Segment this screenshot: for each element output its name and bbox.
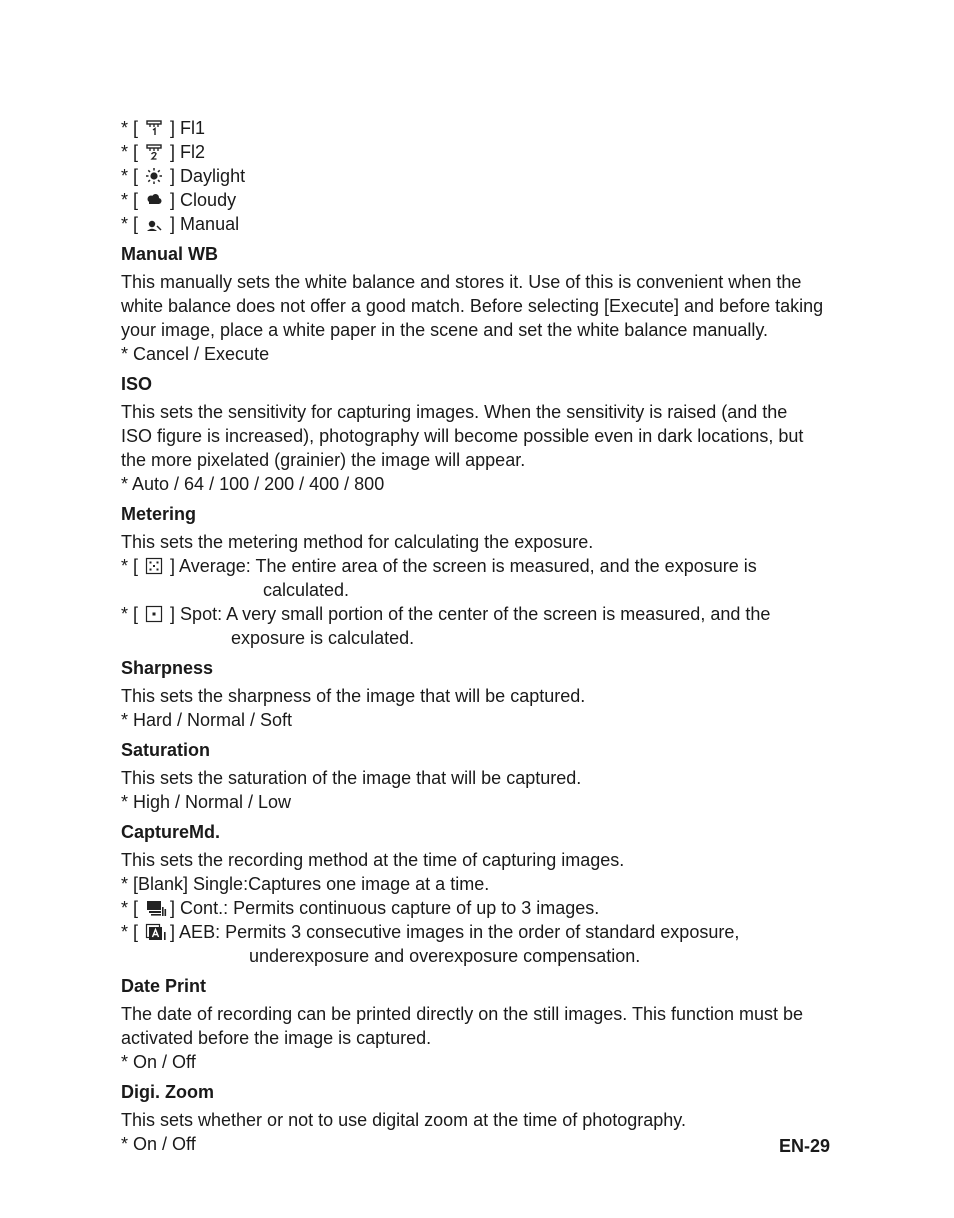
wb-option-cloudy: * [ ] Cloudy xyxy=(121,190,237,210)
capturemd-aeb-cont: underexposure and overexposure compensation. xyxy=(249,946,641,966)
capturemd-single: * [Blank] Single:Captures one image at a time. xyxy=(121,874,490,894)
wb-option-manual: * [ ] Manual xyxy=(121,214,240,234)
capturemd-cont: * [ ] Cont.: Permits continuous capture of up to 3 images. xyxy=(121,898,600,918)
digi-zoom-intro: This sets whether or not to use digital zoom at the time of photography. xyxy=(121,1110,686,1130)
manual-wb-icon xyxy=(145,215,163,233)
sharpness-options: * Hard / Normal / Soft xyxy=(121,710,293,730)
saturation-options: * High / Normal / Low xyxy=(121,792,292,812)
date-print-text-1: The date of recording can be printed directly on the still images. This function must be xyxy=(121,1004,804,1024)
heading-sharpness: Sharpness xyxy=(121,658,214,678)
heading-saturation: Saturation xyxy=(121,740,211,760)
cloudy-icon xyxy=(145,191,163,209)
spot-metering-icon xyxy=(145,605,163,623)
manual-wb-options: * Cancel / Execute xyxy=(121,344,270,364)
sharpness-intro: This sets the sharpness of the image that will be captured. xyxy=(121,686,586,706)
metering-spot: * [ ] Spot: A very small portion of the center of the screen is measured, and the xyxy=(121,604,771,624)
heading-digi-zoom: Digi. Zoom xyxy=(121,1082,214,1102)
continuous-shot-icon xyxy=(145,899,163,917)
average-metering-icon xyxy=(145,557,163,575)
manual-wb-text-1: This manually sets the white balance and stores it. Use of this is convenient when the xyxy=(121,272,802,292)
date-print-text-2: activated before the image is captured. xyxy=(121,1028,432,1048)
wb-option-daylight: * [ ] Daylight xyxy=(121,166,246,186)
metering-spot-cont: exposure is calculated. xyxy=(231,628,415,648)
iso-text-2: ISO figure is increased), photography will become possible even in dark locations, but xyxy=(121,426,804,446)
metering-intro: This sets the metering method for calculating the exposure. xyxy=(121,532,594,552)
date-print-options: * On / Off xyxy=(121,1052,196,1072)
manual-wb-text-3: your image, place a white paper in the scene and set the white balance manually. xyxy=(121,320,769,340)
fluorescent-1-icon xyxy=(145,119,163,137)
saturation-intro: This sets the saturation of the image that will be captured. xyxy=(121,768,582,788)
fluorescent-2-icon xyxy=(145,143,163,161)
capturemd-intro: This sets the recording method at the time of capturing images. xyxy=(121,850,625,870)
metering-average: * [ ] Average: The entire area of the screen is measured, and the exposure is xyxy=(121,556,757,576)
digi-zoom-options: * On / Off xyxy=(121,1134,196,1154)
heading-iso: ISO xyxy=(121,374,153,394)
wb-option-fl1: * [ ] Fl1 xyxy=(121,118,206,138)
metering-average-cont: calculated. xyxy=(263,580,350,600)
iso-options: * Auto / 64 / 100 / 200 / 400 / 800 xyxy=(121,474,385,494)
aeb-icon xyxy=(145,923,163,941)
heading-manual-wb: Manual WB xyxy=(121,244,218,264)
heading-capturemd: CaptureMd. xyxy=(121,822,220,842)
page-number: EN-29 xyxy=(779,1136,831,1156)
manual-wb-text-2: white balance does not offer a good match. Before selecting [Execute] and before taking xyxy=(121,296,824,316)
manual-page xyxy=(121,116,833,1156)
iso-text-1: This sets the sensitivity for capturing images. When the sensitivity is raised (and the xyxy=(121,402,788,422)
capturemd-aeb: * [ ] AEB: Permits 3 consecutive images in the order of standard exposure, xyxy=(121,922,740,942)
iso-text-3: the more pixelated (grainier) the image will appear. xyxy=(121,450,526,470)
heading-metering: Metering xyxy=(121,504,197,524)
heading-date-print: Date Print xyxy=(121,976,207,996)
wb-option-fl2: * [ ] Fl2 xyxy=(121,142,206,162)
daylight-icon xyxy=(145,167,163,185)
